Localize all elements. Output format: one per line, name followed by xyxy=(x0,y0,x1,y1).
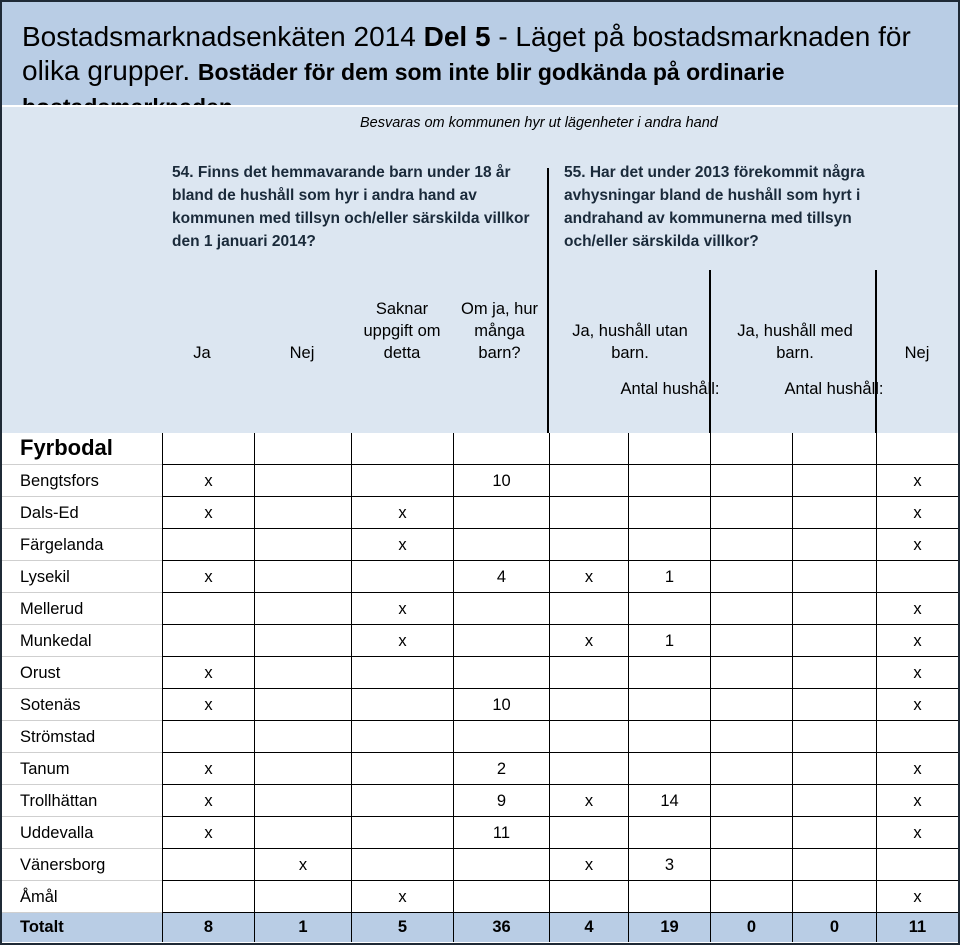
table-cell: x xyxy=(549,561,628,593)
table-cell xyxy=(453,497,549,529)
table-cell xyxy=(254,753,351,785)
table-row xyxy=(2,561,958,593)
table-cell xyxy=(628,433,710,465)
table-cell xyxy=(710,689,792,721)
col-nej-2: Nej xyxy=(904,344,930,362)
table-cell xyxy=(162,625,254,657)
table-cell: x xyxy=(351,881,453,913)
table-cell xyxy=(549,721,628,753)
table-cell xyxy=(549,753,628,785)
table-cell xyxy=(710,817,792,849)
total-row xyxy=(2,913,958,942)
municipality-name: Uddevalla xyxy=(20,824,94,842)
table-cell: x xyxy=(254,849,351,881)
table-cell: x xyxy=(549,625,628,657)
table-cell xyxy=(710,657,792,689)
table-cell: x xyxy=(351,529,453,561)
col-saknar: Saknar uppgift om detta xyxy=(363,300,441,362)
table-cell xyxy=(710,881,792,913)
table-cell xyxy=(351,817,453,849)
table-cell xyxy=(549,881,628,913)
table-cell: x xyxy=(876,593,958,625)
municipality-name: Dals-Ed xyxy=(20,504,79,522)
table-cell xyxy=(710,721,792,753)
table-cell xyxy=(792,881,876,913)
table-cell xyxy=(628,657,710,689)
title-part-2: Del 5 xyxy=(423,21,491,52)
table-cell xyxy=(876,721,958,753)
table-cell xyxy=(351,433,453,465)
table-cell xyxy=(254,529,351,561)
table-cell: x xyxy=(876,529,958,561)
table-cell xyxy=(876,433,958,465)
table-cell: x xyxy=(549,849,628,881)
table-cell xyxy=(710,529,792,561)
table-row xyxy=(2,497,958,529)
table-cell: x xyxy=(876,753,958,785)
table-cell xyxy=(792,593,876,625)
table-cell: 0 xyxy=(710,913,792,942)
table-cell xyxy=(710,465,792,497)
table-cell xyxy=(792,689,876,721)
table-cell: x xyxy=(876,881,958,913)
municipality-name: Tanum xyxy=(20,760,70,778)
table-cell xyxy=(162,881,254,913)
table-cell xyxy=(792,785,876,817)
divider-q54-q55 xyxy=(547,168,549,435)
table-cell xyxy=(453,433,549,465)
divider-med-nej xyxy=(875,270,877,435)
table-cell xyxy=(792,625,876,657)
title-part-4: Bostäder för dem som inte blir godkända på ordinarie xyxy=(197,59,785,85)
table-cell: x xyxy=(351,625,453,657)
table-cell: x xyxy=(549,785,628,817)
table-cell xyxy=(254,465,351,497)
municipality-name: Munkedal xyxy=(20,632,92,650)
table-cell: 9 xyxy=(453,785,549,817)
table-cell xyxy=(628,593,710,625)
table-cell: x xyxy=(351,497,453,529)
data-table xyxy=(2,433,958,942)
table-cell xyxy=(792,721,876,753)
table-cell xyxy=(710,593,792,625)
table-cell xyxy=(162,593,254,625)
table-cell xyxy=(549,817,628,849)
col-ja: Ja xyxy=(193,344,211,362)
table-cell xyxy=(710,849,792,881)
table-cell xyxy=(549,657,628,689)
table-cell xyxy=(254,721,351,753)
table-cell xyxy=(628,689,710,721)
table-cell: x xyxy=(162,689,254,721)
region-name: Fyrbodal xyxy=(20,435,113,460)
table-cell xyxy=(254,561,351,593)
col-nej: Nej xyxy=(289,344,315,362)
question-54: 54. Finns det hemmavarande barn under 18 år bland de hushåll som hyr i andra hand av kommunen med tillsyn och/eller särskilda villkor den 1 januari 2014? xyxy=(172,164,530,250)
table-cell: x xyxy=(162,817,254,849)
table-cell: 2 xyxy=(453,753,549,785)
municipality-name: Orust xyxy=(20,664,61,682)
table-cell xyxy=(351,849,453,881)
col-hur-manga: Om ja, hur många barn? xyxy=(460,300,539,362)
divider-utan-med xyxy=(709,270,711,435)
table-cell xyxy=(792,433,876,465)
table-cell xyxy=(549,497,628,529)
municipality-name: Strömstad xyxy=(20,728,96,746)
municipality-name: Bengtsfors xyxy=(20,472,99,490)
table-cell: x xyxy=(162,561,254,593)
table-cell xyxy=(453,593,549,625)
table-cell: 1 xyxy=(628,625,710,657)
table-cell: 1 xyxy=(628,561,710,593)
municipality-name: Mellerud xyxy=(20,600,84,618)
table-cell xyxy=(351,657,453,689)
table-cell xyxy=(792,849,876,881)
question-header xyxy=(2,105,958,435)
table-cell: x xyxy=(162,465,254,497)
table-cell xyxy=(628,529,710,561)
table-cell xyxy=(453,849,549,881)
table-cell xyxy=(549,593,628,625)
table-cell xyxy=(792,497,876,529)
municipality-name: Vänersborg xyxy=(20,856,106,874)
table-cell: x xyxy=(876,657,958,689)
table-cell: 14 xyxy=(628,785,710,817)
table-cell xyxy=(351,561,453,593)
municipality-name: Lysekil xyxy=(20,568,70,586)
table-cell: 19 xyxy=(628,913,710,942)
table-cell: x xyxy=(162,497,254,529)
table-cell xyxy=(628,497,710,529)
table-cell xyxy=(453,881,549,913)
table-cell: x xyxy=(162,785,254,817)
table-cell: 0 xyxy=(792,913,876,942)
table-cell: x xyxy=(876,625,958,657)
region-row xyxy=(2,433,958,465)
table-cell xyxy=(254,497,351,529)
subtitle: Besvaras om kommunen hyr ut lägenheter i andra hand xyxy=(360,115,718,131)
table-cell xyxy=(453,721,549,753)
table-cell xyxy=(792,657,876,689)
table-cell xyxy=(351,753,453,785)
table-cell xyxy=(876,561,958,593)
table-cell: 3 xyxy=(628,849,710,881)
table-cell xyxy=(549,689,628,721)
municipality-name: Färgelanda xyxy=(20,536,104,554)
table-cell: 4 xyxy=(453,561,549,593)
title-part-1: Bostadsmarknadsenkäten 2014 xyxy=(22,21,424,52)
table-cell xyxy=(254,433,351,465)
table-cell: x xyxy=(162,657,254,689)
table-row xyxy=(2,625,958,657)
table-cell xyxy=(792,465,876,497)
table-cell xyxy=(628,817,710,849)
title-part-3: - Läget på bostadsmarknaden för olika grupper. xyxy=(22,21,911,86)
table-cell xyxy=(792,561,876,593)
table-cell: x xyxy=(876,689,958,721)
table-cell: 10 xyxy=(453,465,549,497)
table-cell: 8 xyxy=(162,913,254,942)
table-cell xyxy=(351,689,453,721)
table-cell xyxy=(710,433,792,465)
table-row xyxy=(2,849,958,881)
table-row xyxy=(2,657,958,689)
table-cell: 4 xyxy=(549,913,628,942)
municipality-name: Sotenäs xyxy=(20,696,81,714)
table-cell: 11 xyxy=(453,817,549,849)
table-cell xyxy=(549,433,628,465)
table-cell xyxy=(628,465,710,497)
table-cell xyxy=(162,849,254,881)
col-med-barn: Ja, hushåll med barn. xyxy=(737,322,853,362)
table-row xyxy=(2,465,958,497)
table-cell xyxy=(351,721,453,753)
table-cell xyxy=(254,689,351,721)
table-cell xyxy=(254,881,351,913)
table-cell xyxy=(549,529,628,561)
table-row xyxy=(2,593,958,625)
table-cell: 36 xyxy=(453,913,549,942)
table-cell xyxy=(254,657,351,689)
table-cell xyxy=(792,529,876,561)
col-utan-barn: Ja, hushåll utan barn. xyxy=(572,322,688,362)
table-cell: x xyxy=(876,817,958,849)
col-antal-2: Antal hushåll: xyxy=(784,380,884,398)
table-row xyxy=(2,785,958,817)
table-cell xyxy=(549,465,628,497)
table-row xyxy=(2,529,958,561)
col-antal-1: Antal hushåll: xyxy=(620,380,720,398)
table-cell xyxy=(628,753,710,785)
table-cell: 10 xyxy=(453,689,549,721)
table-cell xyxy=(254,817,351,849)
table-cell: x xyxy=(876,785,958,817)
municipality-name: Totalt xyxy=(20,918,64,936)
table-row xyxy=(2,817,958,849)
table-cell: x xyxy=(162,753,254,785)
table-cell xyxy=(792,817,876,849)
table-cell: 11 xyxy=(876,913,958,942)
table-cell xyxy=(710,753,792,785)
table-cell xyxy=(162,529,254,561)
table-cell xyxy=(351,465,453,497)
table-cell xyxy=(628,881,710,913)
table-cell xyxy=(453,657,549,689)
table-cell xyxy=(162,433,254,465)
table-row xyxy=(2,753,958,785)
table-cell xyxy=(710,561,792,593)
table-cell xyxy=(453,529,549,561)
table-cell xyxy=(628,721,710,753)
municipality-name: Trollhättan xyxy=(20,792,98,810)
table-cell: x xyxy=(876,497,958,529)
table-cell: x xyxy=(351,593,453,625)
table-row xyxy=(2,881,958,913)
table-cell xyxy=(710,625,792,657)
table-cell xyxy=(710,785,792,817)
table-cell xyxy=(254,785,351,817)
table-cell xyxy=(254,593,351,625)
table-cell xyxy=(876,849,958,881)
question-55: 55. Har det under 2013 förekommit några avhysningar bland de hushåll som hyrt i andrahand av kommunerna med tillsyn och/eller särskilda villkor? xyxy=(564,164,865,250)
table-cell xyxy=(453,625,549,657)
title-band xyxy=(2,2,958,105)
municipality-name: Åmål xyxy=(20,888,58,906)
table-cell xyxy=(792,753,876,785)
table-cell xyxy=(351,785,453,817)
table-cell xyxy=(162,721,254,753)
table-cell: 1 xyxy=(254,913,351,942)
table-row xyxy=(2,689,958,721)
table-cell xyxy=(710,497,792,529)
table-row xyxy=(2,721,958,753)
table-cell: x xyxy=(876,465,958,497)
table-cell xyxy=(254,625,351,657)
table-cell: 5 xyxy=(351,913,453,942)
